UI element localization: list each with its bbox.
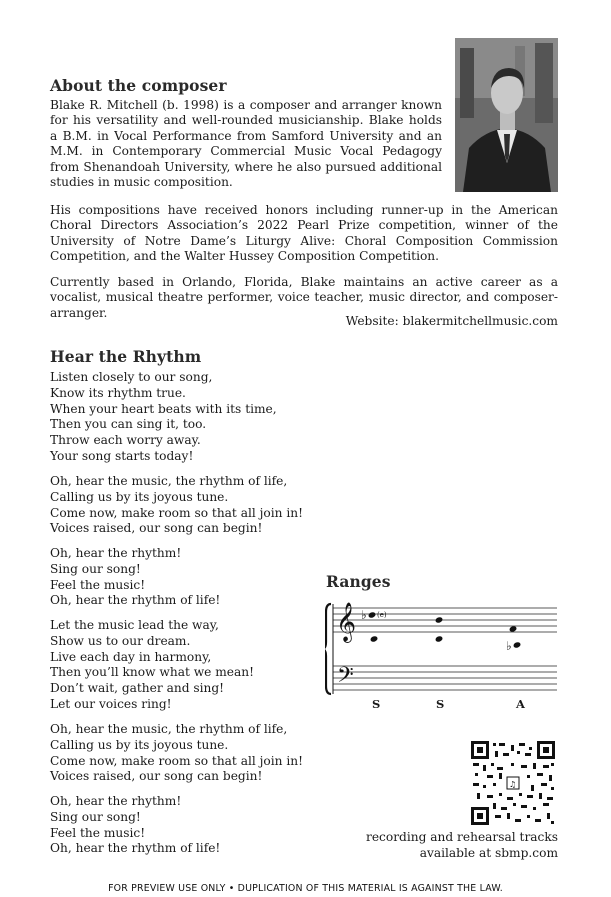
lyric-line: Sing our song!: [50, 809, 141, 824]
lyric-line: Voices raised, our song can begin!: [50, 521, 263, 536]
website-link[interactable]: Website: blakermitchellmusic.com: [345, 314, 558, 328]
poem-heading: Hear the Rhythm: [50, 347, 202, 366]
svg-text:♫: ♫: [509, 780, 517, 789]
lyric-line: Throw each worry away.: [50, 433, 201, 448]
lyric-line: Let our voices ring!: [50, 696, 172, 711]
note-head: [435, 635, 444, 642]
lyric-line: Know its rhythm true.: [50, 385, 186, 400]
lyric-line: Calling us by its joyous tune.: [50, 737, 229, 752]
lyric-line: Then you can sing it, too.: [50, 417, 207, 432]
lyric-line: Don’t wait, gather and sing!: [50, 681, 225, 696]
about-paragraph-3: Currently based in Orlando, Florida, Blake maintains an active career as a vocalist, musical theatre performer, voice teacher, music director, and composer-arranger.: [50, 275, 558, 320]
svg-text:♭: ♭: [361, 608, 367, 622]
lyric-line: Oh, hear the rhythm of life!: [50, 841, 221, 856]
tracks-note: [366, 829, 558, 861]
lyric-line: Show us to our dream.: [50, 633, 191, 648]
svg-text:♭: ♭: [506, 639, 512, 653]
note-head: [513, 641, 522, 648]
about-paragraph-2: His compositions have received honors including runner-up in the American Choral Directors Association’s 2022 Pearl Prize competition, winner of the University of Notre Dame’s Liturgy Alive: Choral Composition Commission Competition, and the Walter Hussey Composition Competition.: [50, 203, 558, 264]
about-heading: About the composer: [50, 76, 227, 95]
preview-footer: FOR PREVIEW USE ONLY • DUPLICATION OF THIS MATERIAL IS AGAINST THE LAW.: [108, 883, 503, 894]
note-head: [368, 611, 377, 618]
lyric-line: Let the music lead the way,: [50, 618, 219, 632]
lyric-line: Calling us by its joyous tune.: [50, 489, 229, 504]
lyric-line: Feel the music!: [50, 825, 146, 840]
ranges-heading: Ranges: [326, 572, 391, 591]
note-head: [370, 635, 379, 642]
svg-text:(e): (e): [377, 611, 387, 619]
stanza-3: [50, 546, 220, 609]
bass-clef-icon: 𝄢: [337, 663, 354, 693]
lyric-line: Oh, hear the rhythm of life!: [50, 593, 221, 608]
composer-photo: [455, 38, 558, 192]
qr-code[interactable]: [471, 741, 555, 825]
lyric-line: Come now, make room so that all join in!: [50, 753, 304, 768]
lyric-line: Oh, hear the rhythm!: [50, 546, 182, 560]
lyric-line: Oh, hear the music, the rhythm of life,: [50, 474, 288, 488]
lyric-line: Then you’ll know what we mean!: [50, 665, 255, 680]
lyric-line: Come now, make room so that all join in!: [50, 505, 304, 520]
lyric-line: Voices raised, our song can begin!: [50, 769, 263, 784]
lyric-line: Oh, hear the rhythm!: [50, 794, 182, 808]
brace: [325, 604, 331, 694]
lyric-line: When your heart beats with its time,: [50, 401, 277, 416]
stanza-1: [50, 370, 277, 465]
note-head: [435, 616, 444, 623]
lyric-line: Live each day in harmony,: [50, 649, 212, 664]
lyric-line: Oh, hear the music, the rhythm of life,: [50, 722, 288, 736]
lyric-line: Listen closely to our song,: [50, 370, 213, 384]
treble-clef-icon: 𝄞: [336, 602, 357, 642]
lyric-line: Sing our song!: [50, 561, 141, 576]
lyric-line: Your song starts today!: [50, 448, 194, 463]
note-head: [509, 625, 518, 632]
voice-label-soprano-1: S: [372, 697, 381, 711]
voice-label-alto: A: [516, 697, 525, 711]
stanza-5: [50, 722, 303, 785]
stanza-2: [50, 474, 303, 537]
stanza-4: [50, 618, 254, 713]
voice-label-soprano-2: S: [436, 697, 445, 711]
range-staff: [325, 598, 561, 700]
lyric-line: Feel the music!: [50, 577, 146, 592]
stanza-6: [50, 794, 220, 857]
tracks-line-2: available at sbmp.com: [419, 846, 558, 860]
tracks-line-1: recording and rehearsal tracks: [366, 830, 558, 844]
about-paragraph-1: Blake R. Mitchell (b. 1998) is a composer and arranger known for his versatility and well-rounded musicianship. Blake holds a B.M. in Vocal Performance from Samford University and an M.M. in Contemporary Commercial Music Vocal Pedagogy from Shenandoah University, where he also pursued additional studies in music composition.: [50, 98, 442, 190]
